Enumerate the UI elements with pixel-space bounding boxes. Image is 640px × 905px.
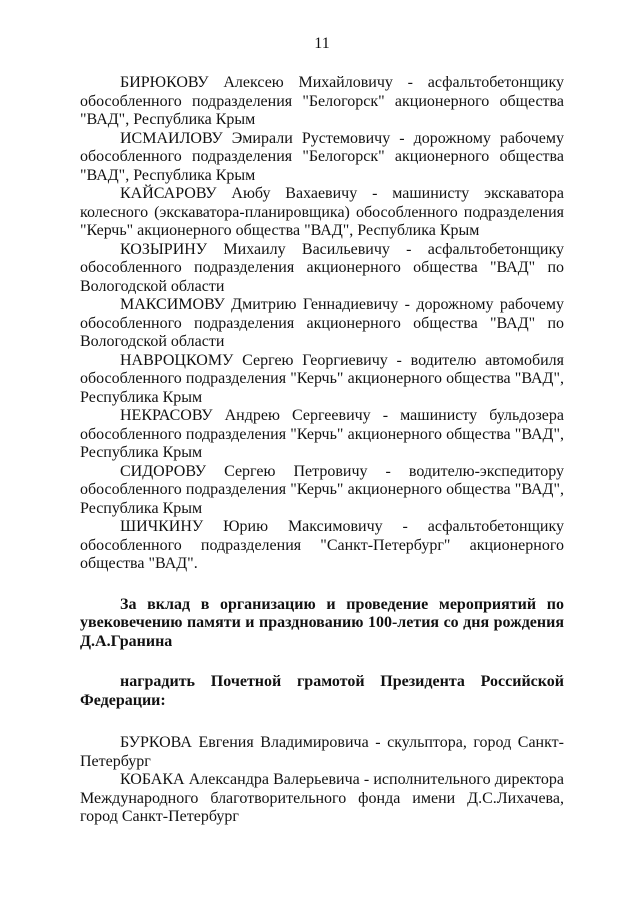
list-item: БУРКОВА Евгения Владимировича - скульптора, город Санкт-Петербург [80,734,564,770]
list-item: ИСМАИЛОВУ Эмирали Рустемовичу - дорожному рабочему обособленного подразделения "Белогорск" акционерного общества "ВАД", Республика Крым [80,129,564,184]
list-item: ШИЧКИНУ Юрию Максимовичу - асфальтобетонщику обособленного подразделения "Санкт-Петербург" акционерного общества "ВАД". [80,518,564,572]
award-list-workers [80,74,564,574]
page-number: 11 [314,35,330,52]
list-item: НЕКРАСОВУ Андрею Сергеевичу - машинисту бульдозера обособленного подразделения "Керчь" акционерного общества "ВАД", Республика Крым [80,407,564,461]
list-item: БИРЮКОВУ Алексею Михайловичу - асфальтобетонщику обособленного подразделения "Белогорск" акционерного общества "ВАД", Республика Крым [80,74,564,128]
list-item: КОЗЫРИНУ Михаилу Васильевичу - асфальтобетонщику обособленного подразделения акционерного общества "ВАД" по Вологодской области [80,240,564,295]
award-line: наградить Почетной грамотой Президента Российской Федерации: [80,673,564,709]
list-item: СИДОРОВУ Сергею Петровичу - водителю-экспедитору обособленного подразделения "Керчь" акционерного общества "ВАД", Республика Крым [80,462,564,517]
list-item: МАКСИМОВУ Дмитрию Геннадиевичу - дорожному рабочему обособленного подразделения акционерного общества "ВАД" по Вологодской области [80,296,564,350]
list-item: КАЙСАРОВУ Аюбу Вахаевичу - машинисту экскаватора колесного (экскаватора-планировщика) обособленного подразделения "Керчь" акционерного общества "ВАД", Республика Крым [80,185,564,239]
document-page [80,36,564,827]
award-list-granin [80,734,564,827]
list-item: НАВРОЦКОМУ Сергею Георгиевичу - водителю автомобиля обособленного подразделения "Керчь" акционерного общества "ВАД", Республика Крым [80,351,564,406]
list-item: КОБАКА Александра Валерьевича - исполнительного директора Международного благотворительного фонда имени Д.С.Лихачева, город Санкт-Петербург [80,771,564,825]
section-heading: За вклад в организацию и проведение мероприятий по увековечению памяти и празднованию 100-летия со дня рождения Д.А.Гранина [80,595,564,650]
